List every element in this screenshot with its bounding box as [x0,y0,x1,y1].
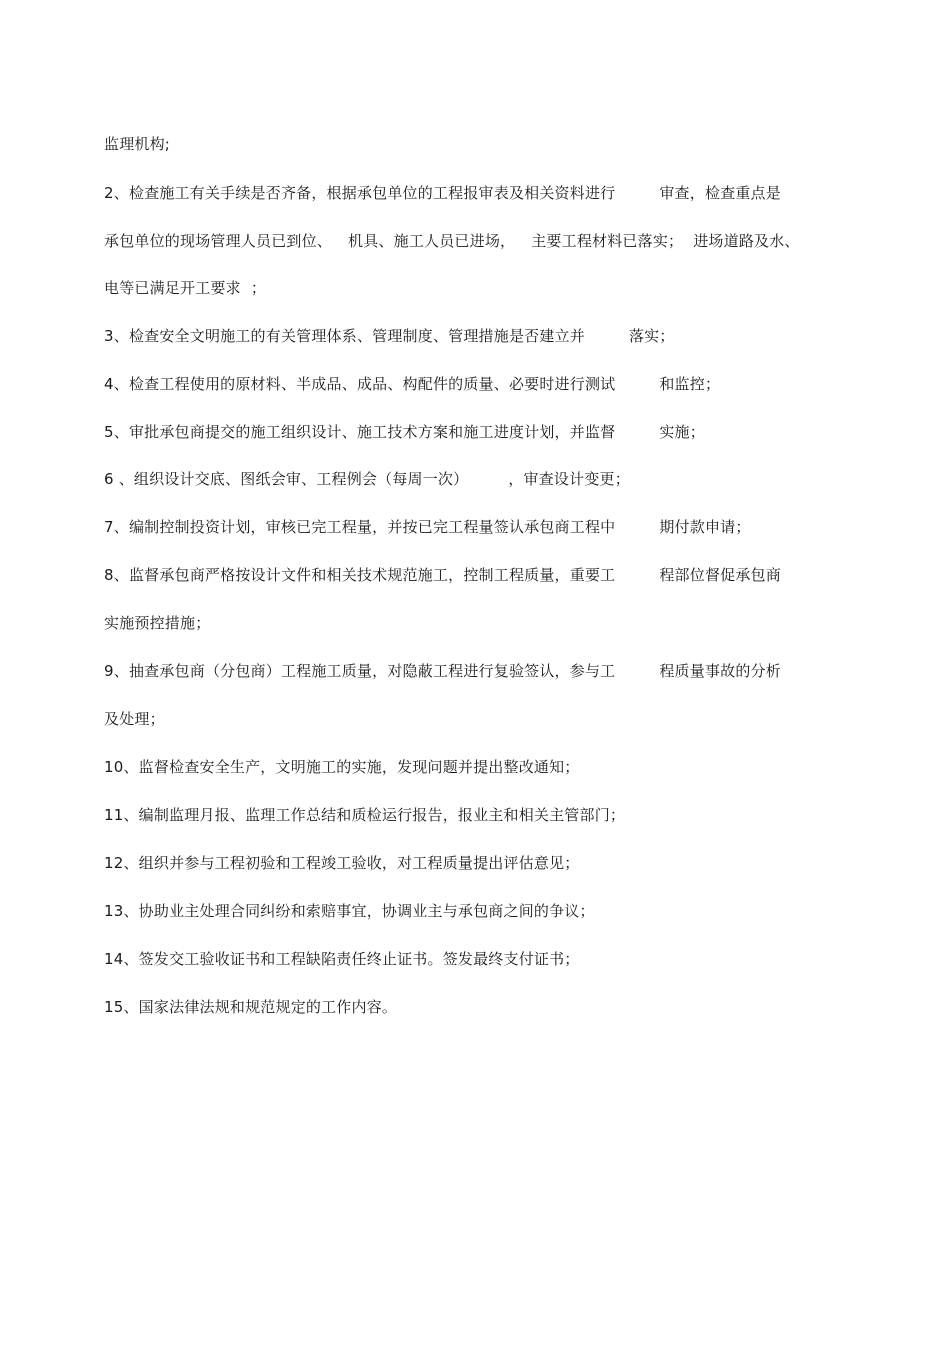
text-span: 11、编制监理月报、监理工作总结和质检运行报告，报业主和相关主管部门； [104,806,626,824]
text-span: 进场道路及水、 [693,232,800,250]
text-span: 12、组织并参与工程初验和工程竣工验收，对工程质量提出评估意见； [104,854,580,872]
text-span: 审查，检查重点是 [659,184,781,202]
text-line [104,134,849,154]
text-span: 5、审批承包商提交的施工组织设计、施工技术方案和施工进度计划，并监督 [104,423,616,441]
text-line [104,853,849,873]
text-span: 2、检查施工有关手续是否齐备，根据承包单位的工程报审表及相关资料进行 [104,184,616,202]
text-span: 4、检查工程使用的原材料、半成品、成品、构配件的质量、必要时进行测试 [104,375,616,393]
text-line [104,757,849,777]
text-line [104,517,849,537]
text-span: 实施； [659,423,705,441]
text-span: 机具、施工人员已进场， [348,232,516,250]
text-span: 程部位督促承包商 [659,566,781,584]
text-span: 程质量事故的分析 [659,662,781,680]
text-line [104,661,849,681]
text-span: 7、编制控制投资计划，审核已完工程量，并按已完工程量签认承包商工程中 [104,518,616,536]
text-line [104,613,849,633]
text-span: 监理机构; [104,135,171,153]
text-line [104,469,849,489]
text-span: ，审查设计变更； [508,470,630,488]
text-line [104,901,849,921]
text-line [104,422,849,442]
text-span: 8、监督承包商严格按设计文件和相关技术规范施工，控制工程质量，重要工 [104,566,616,584]
text-line [104,278,849,298]
text-line [104,949,849,969]
text-line [104,231,849,251]
text-span: 电等已满足开工要求 [104,279,241,297]
text-span: 3、检查安全文明施工的有关管理体系、管理制度、管理措施是否建立并 [104,327,585,345]
text-line [104,374,849,394]
text-line [104,997,849,1017]
text-span: 15、国家法律法规和规范规定的工作内容。 [104,998,398,1016]
text-line [104,183,849,203]
text-span: ； [250,279,267,297]
text-span: 实施预控措施； [104,614,211,632]
text-span: 期付款申请； [659,518,751,536]
text-span: 14、签发交工验收证书和工程缺陷责任终止证书。签发最终支付证书； [104,950,580,968]
text-span: 10、监督检查安全生产，文明施工的实施，发现问题并提出整改通知； [104,758,580,776]
text-line [104,326,849,346]
text-span: 承包单位的现场管理人员已到位、 [104,232,333,250]
text-line [104,565,849,585]
text-span: 9、抽查承包商（分包商）工程施工质量，对隐蔽工程进行复验签认，参与工 [104,662,616,680]
text-span: 13、协助业主处理合同纠纷和索赔事宜，协调业主与承包商之间的争议； [104,902,595,920]
text-line [104,805,849,825]
text-span: 和监控； [659,375,721,393]
text-span: 落实； [628,327,675,345]
text-span: 6 、组织设计交底、图纸会审、工程例会（每周一次） [104,470,469,488]
text-span: 及处理； [104,710,165,728]
text-line [104,709,849,729]
text-span: 主要工程材料已落实； [531,232,684,250]
